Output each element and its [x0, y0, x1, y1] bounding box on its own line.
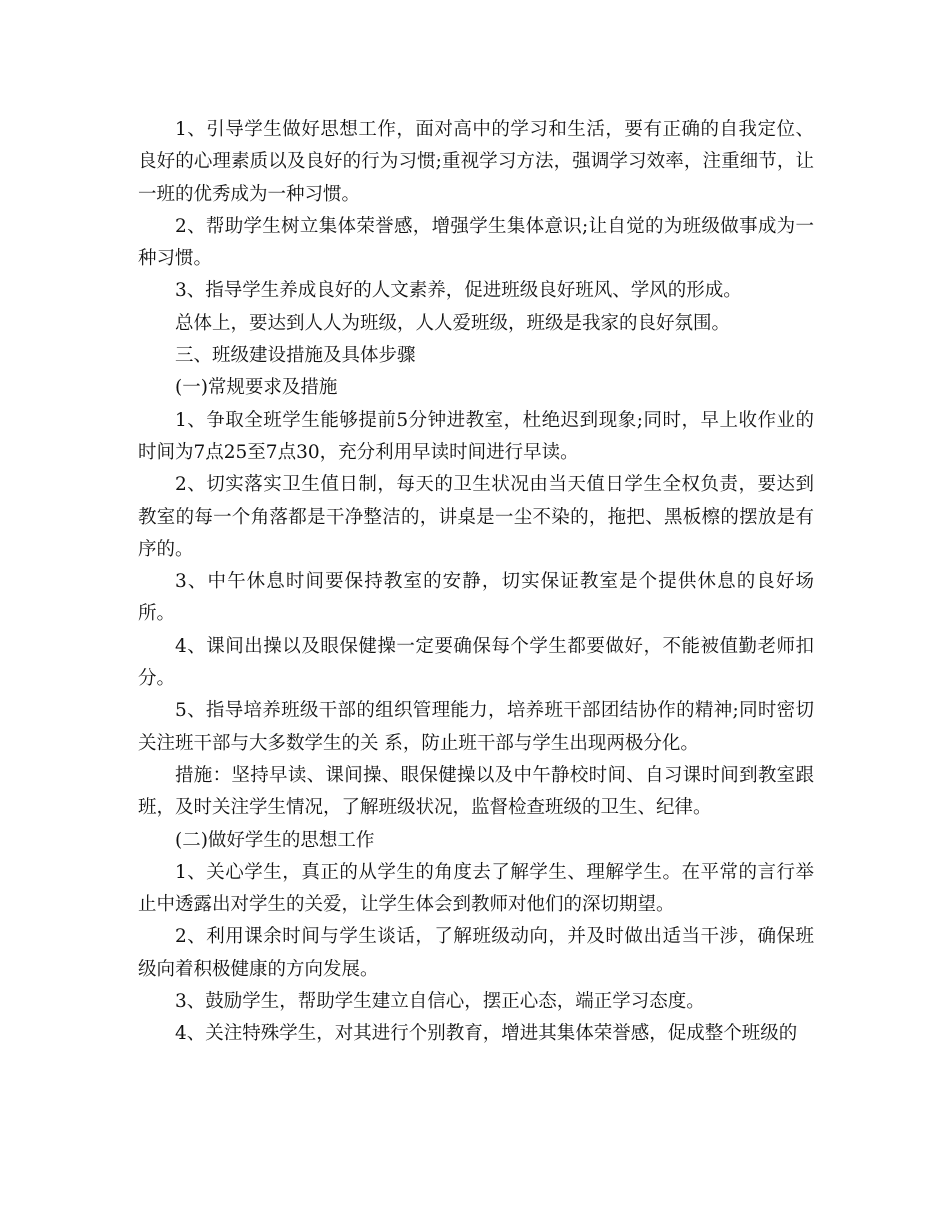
paragraph-ideological-1: 1、关心学生，真正的从学生的角度去了解学生、理解学生。在平常的言行举止中透露出对学生的关爱，让学生体会到教师对他们的深切期望。: [138, 861, 814, 916]
paragraph-overall: 总体上，要达到人人为班级，人人爱班级，班级是我家的良好氛围。: [175, 312, 731, 334]
paragraph-goal-2: 2、帮助学生树立集体荣誉感，增强学生集体意识;让自觉的为班级做事成为一种习惯。: [138, 215, 814, 270]
section-heading-measures: 三、班级建设措施及具体步骤: [175, 345, 416, 367]
document-body: [138, 114, 814, 1051]
paragraph-routine-2: 2、切实落实卫生值日制，每天的卫生状况由当天值日学生全权负责，要达到教室的每一个角落都是干净整洁的，讲桌是一尘不染的，拖把、黑板檫的摆放是有序的。: [138, 474, 814, 560]
paragraph-routine-4: 4、课间出操以及眼保健操一定要确保每个学生都要做好，不能被值勤老师扣分。: [138, 635, 814, 690]
subheading-ideological-work: (二)做好学生的思想工作: [175, 829, 375, 851]
paragraph-goal-1: 1、引导学生做好思想工作，面对高中的学习和生活，要有正确的自我定位、良好的心理素质以及良好的行为习惯;重视学习方法，强调学习效率，注重细节，让一班的优秀成为一种习惯。: [138, 119, 814, 205]
paragraph-routine-3: 3、中午休息时间要保持教室的安静，切实保证教室是个提供休息的良好场所。: [138, 571, 814, 625]
paragraph-ideological-2: 2、利用课余时间与学生谈话，了解班级动向，并及时做出适当干涉，确保班级向着积极健康的方向发展。: [138, 926, 814, 980]
paragraph-ideological-3: 3、鼓励学生，帮助学生建立自信心，摆正心态，端正学习态度。: [175, 991, 705, 1013]
subheading-routine: (一)常规要求及措施: [175, 377, 338, 399]
paragraph-goal-3: 3、指导学生养成良好的人文素养，促进班级良好班风、学风的形成。: [175, 280, 742, 302]
paragraph-measures: 措施：坚持早读、课间操、眼保健操以及中午静校时间、自习课时间到教室跟班，及时关注学生情况，了解班级状况，监督检查班级的卫生、纪律。: [138, 764, 814, 819]
paragraph-ideological-4: 4、关注特殊学生，对其进行个别教育，增进其集体荣誉感，促成整个班级的: [175, 1023, 798, 1045]
paragraph-routine-1: 1、争取全班学生能够提前5分钟进教室，杜绝迟到现象;同时，早上收作业的时间为7点25至7点30，充分利用早读时间进行早读。: [138, 409, 814, 463]
paragraph-routine-5: 5、指导培养班级干部的组织管理能力，培养班干部团结协作的精神;同时密切关注班干部与大多数学生的关 系，防止班干部与学生出现两极分化。: [138, 700, 814, 754]
